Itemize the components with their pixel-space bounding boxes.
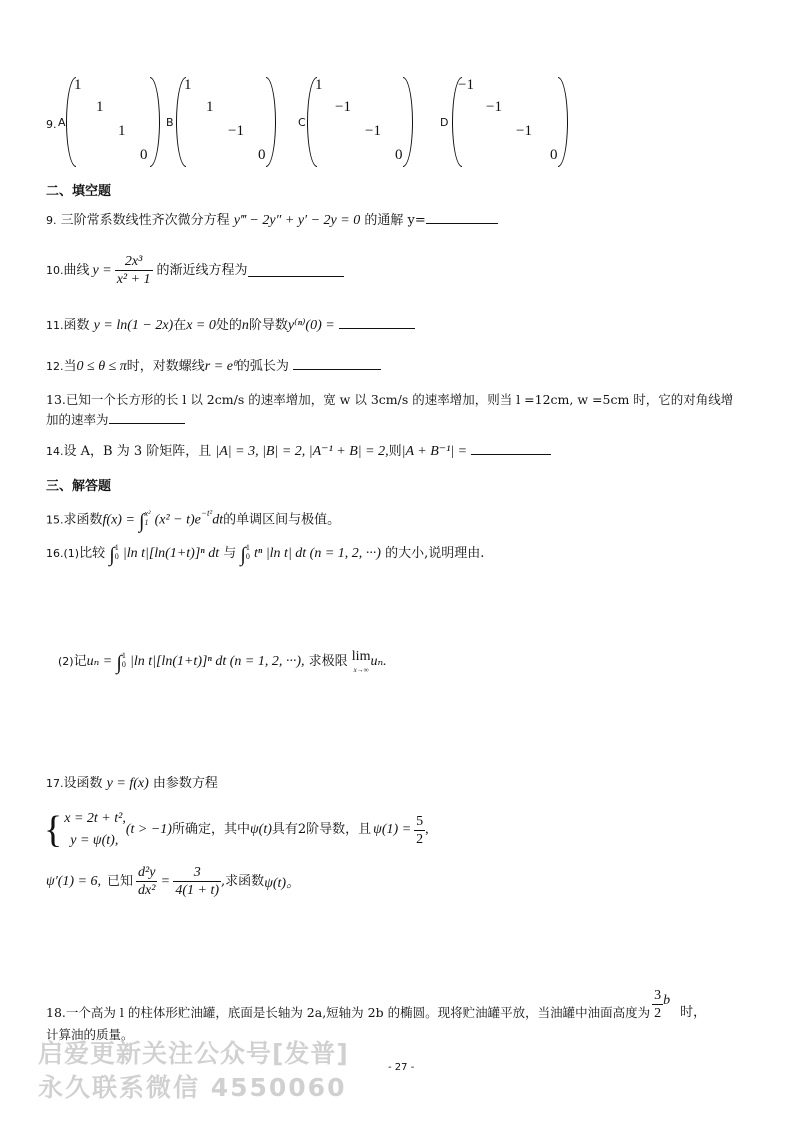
matrix-entry: −1	[365, 123, 381, 139]
integral-sign: ∫	[109, 544, 115, 566]
matrix-entry: −1	[458, 77, 474, 93]
matrix-entry: 1	[315, 77, 323, 93]
matrix-entry: 1	[118, 123, 126, 139]
watermark-line-2: 永久联系微信 4550060	[38, 1073, 347, 1102]
matrix-option-c	[307, 77, 413, 167]
section-heading-fill: 二、填空题	[46, 184, 112, 199]
solve-question-17-system: { x = 2t + t², y = ψ(t), (t > −1) 所确定，其中 ψ(t) 具有2阶导数，且 ψ(1) = $\frac{5}{2}$ ,	[44, 809, 429, 851]
option-label-b: B	[166, 116, 174, 129]
answer-blank[interactable]	[109, 411, 185, 424]
solve-question-18: 18.一个高为 l 的柱体形贮油罐，底面是长轴为 2a,短轴为 2b 的椭圆。现将贮油罐平放，当油罐中油面高度为 $\frac{3}{2}$ b 时， 计算油的质量。	[46, 988, 707, 1042]
fill-question-12: 12.当0 ≤ θ ≤ π时，对数螺线r = eᶿ的弧长为	[46, 357, 381, 376]
left-brace: {	[44, 809, 63, 851]
limit-operator: lim x→∞	[351, 649, 371, 674]
fraction: $\frac{\text{2x³}}{\text{x² + 1}}$	[116, 254, 151, 287]
fill-question-11: 11.函数 y = ln(1 − 2x)在x = 0处的n阶导数y⁽ⁿ⁾(0) =	[46, 316, 415, 335]
fill-question-14: 14.设 A，B 为 3 阶矩阵，且 |A| = 3, |B| = 2, |A⁻¹ + B| = 2,则|A + B⁻¹| =	[46, 442, 551, 461]
matrix-option-d	[452, 77, 568, 167]
integral-sign: ∫	[240, 544, 246, 566]
matrix-entry: −1	[335, 99, 351, 115]
matrix-entry: 1	[74, 77, 82, 93]
answer-blank[interactable]	[293, 357, 381, 370]
watermark-line-1: 启爱更新关注公众号[发普]	[38, 1039, 349, 1068]
solve-question-17-intro: 17.设函数 y = f(x) 由参数方程	[46, 776, 218, 791]
matrix-option-b	[176, 77, 276, 167]
integral-sign: ∫	[139, 510, 145, 533]
solve-question-16-part-2: (2)记uₙ = ∫1 0 |ln t|[ln(1+t)]ⁿ dt (n = 1, 2, ···), 求极限 lim x→∞uₙ.	[58, 649, 387, 674]
option-label-a: A	[58, 116, 66, 129]
matrix-option-a	[66, 77, 160, 167]
q9-choice-number: 9.	[46, 118, 57, 131]
option-label-d: D	[440, 116, 449, 129]
section-heading-solve: 三、解答题	[46, 479, 112, 494]
option-label-c: C	[298, 116, 306, 129]
matrix-entry: 1	[184, 77, 192, 93]
matrix-entry: 0	[258, 147, 266, 163]
matrix-entry: −1	[228, 123, 244, 139]
answer-blank[interactable]	[426, 211, 498, 224]
matrix-entry: 0	[550, 147, 558, 163]
answer-blank[interactable]	[339, 316, 415, 329]
fraction: $\frac{3}{2}$	[654, 988, 662, 1021]
solve-question-16-part-1: 16.(1)比较 ∫1 0 |ln t|[ln(1+t)]ⁿ dt 与 ∫1 0 tⁿ |ln t| dt (n = 1, 2, ···) 的大小,说明理由.	[46, 543, 485, 566]
matrix-entry: 0	[395, 147, 403, 163]
matrix-entry: 1	[96, 99, 104, 115]
solve-question-15: 15.求函数f(x) = ∫x² 1 $(x^2 - t)e^{-t^2}dt$的单调区间与极值。	[46, 508, 341, 533]
fill-question-9: 9. 三阶常系数线性齐次微分方程 y‴ − 2y″ + y′ − 2y = 0 的通解 y=	[46, 211, 498, 230]
fill-question-13: 13.已知一个长方形的长 l 以 2cm/s 的速率增加，宽 w 以 3cm/s 的速率增加，则当 l =12cm, w =5cm 时，它的对角线增 加的速率为	[46, 392, 734, 427]
answer-blank[interactable]	[248, 264, 344, 277]
matrix-entry: −1	[486, 99, 502, 115]
matrix-entry: −1	[516, 123, 532, 139]
fill-question-10: 10. 曲线 y = $\frac{\text{2x³}}{\text{x² + 1}}$ 的渐近线方程为	[46, 253, 344, 288]
fraction: $\frac{\text{d²y}}{\text{dx²}}$	[138, 865, 156, 898]
fraction: $\frac{3}{4(1 + t)}$	[175, 865, 220, 898]
solve-question-17-condition: ψ′(1) = 6, 已知 $\frac{\text{d²y}}{\text{dx²}}$ = $\frac{3}{4(1 + t)}$ ,求函数 ψ(t)。	[46, 865, 301, 898]
page-number: - 27 -	[388, 1062, 415, 1073]
matrix-entry: 1	[206, 99, 214, 115]
matrix-entry: 0	[140, 147, 148, 163]
integral-sign: ∫	[116, 652, 122, 674]
answer-blank[interactable]	[471, 442, 551, 455]
fraction: $\frac{5}{2}$	[416, 813, 424, 847]
